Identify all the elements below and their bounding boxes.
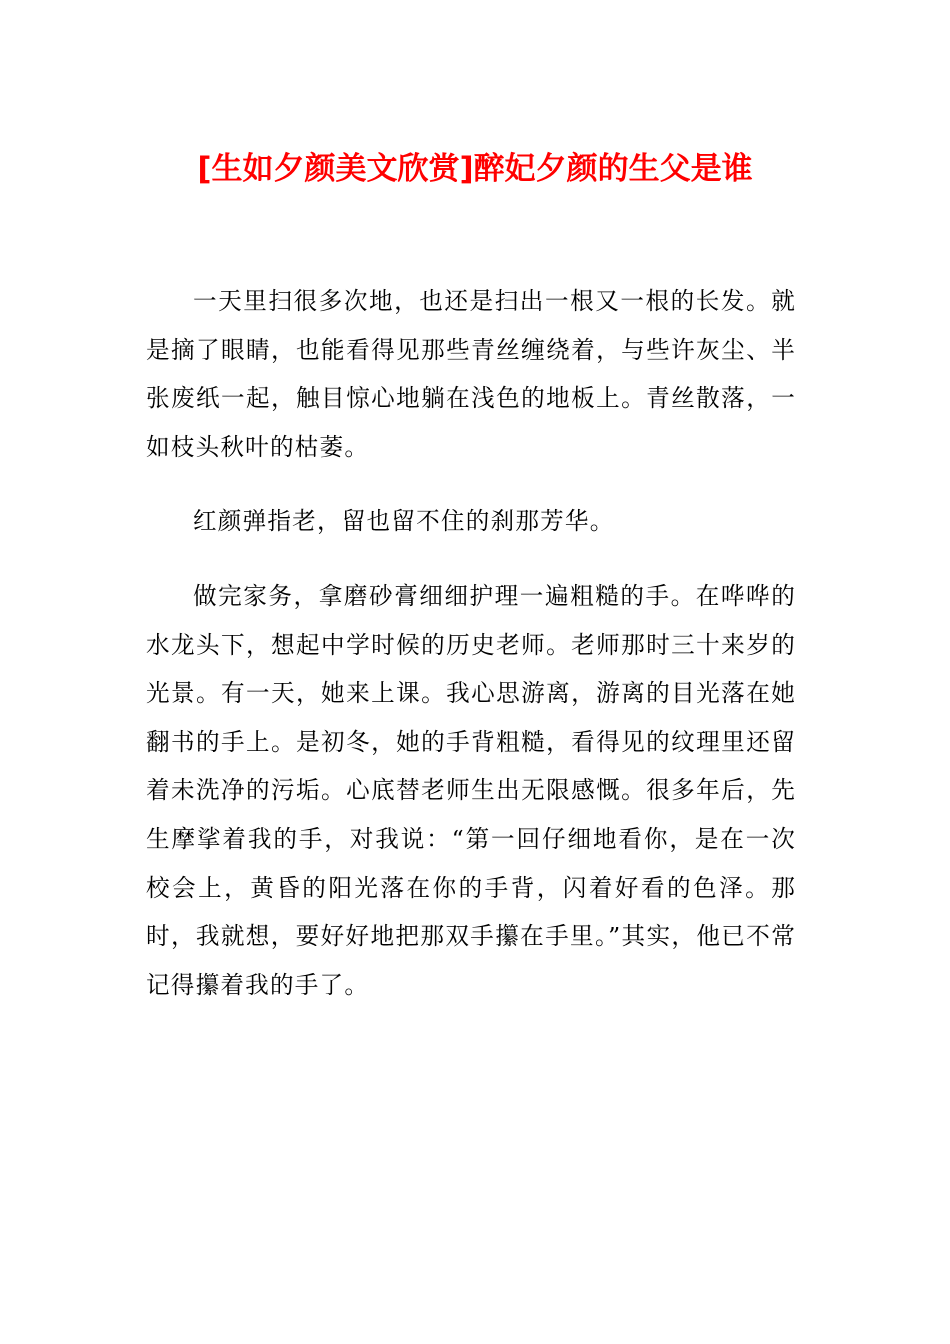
document-title: [生如夕颜美文欣赏]醉妃夕颜的生父是谁 (197, 151, 753, 187)
paragraph-2: 红颜弹指老，留也留不住的刹那芳华。 (193, 507, 615, 536)
document-body (146, 277, 796, 1009)
paragraph-3: 做完家务，拿磨砂膏细细护理一遍粗糙的手。在哗哗的水龙头下，想起中学时候的历史老师。老师那时三十来岁的光景。有一天，她来上课。我心思游离，游离的目光落在她翻书的手上。是初冬，她的手背粗糙，看得见的纹理里还留着未洗净的污垢。心底替老师生出无限感慨。很多年后，先生摩挲着我的手，对我说：“第一回仔细地看你，是在一次校会上，黄昏的阳光落在你的手背，闪着好看的色泽。那时，我就想，要好好地把那双手攥在手里。”其实，他已不常记得攥着我的手了。 (146, 581, 796, 999)
paragraph-1: 一天里扫很多次地，也还是扫出一根又一根的长发。就是摘了眼睛，也能看得见那些青丝缠绕着，与些许灰尘、半张废纸一起，触目惊心地躺在浅色的地板上。青丝散落，一如枝头秋叶的枯萎。 (146, 287, 796, 461)
